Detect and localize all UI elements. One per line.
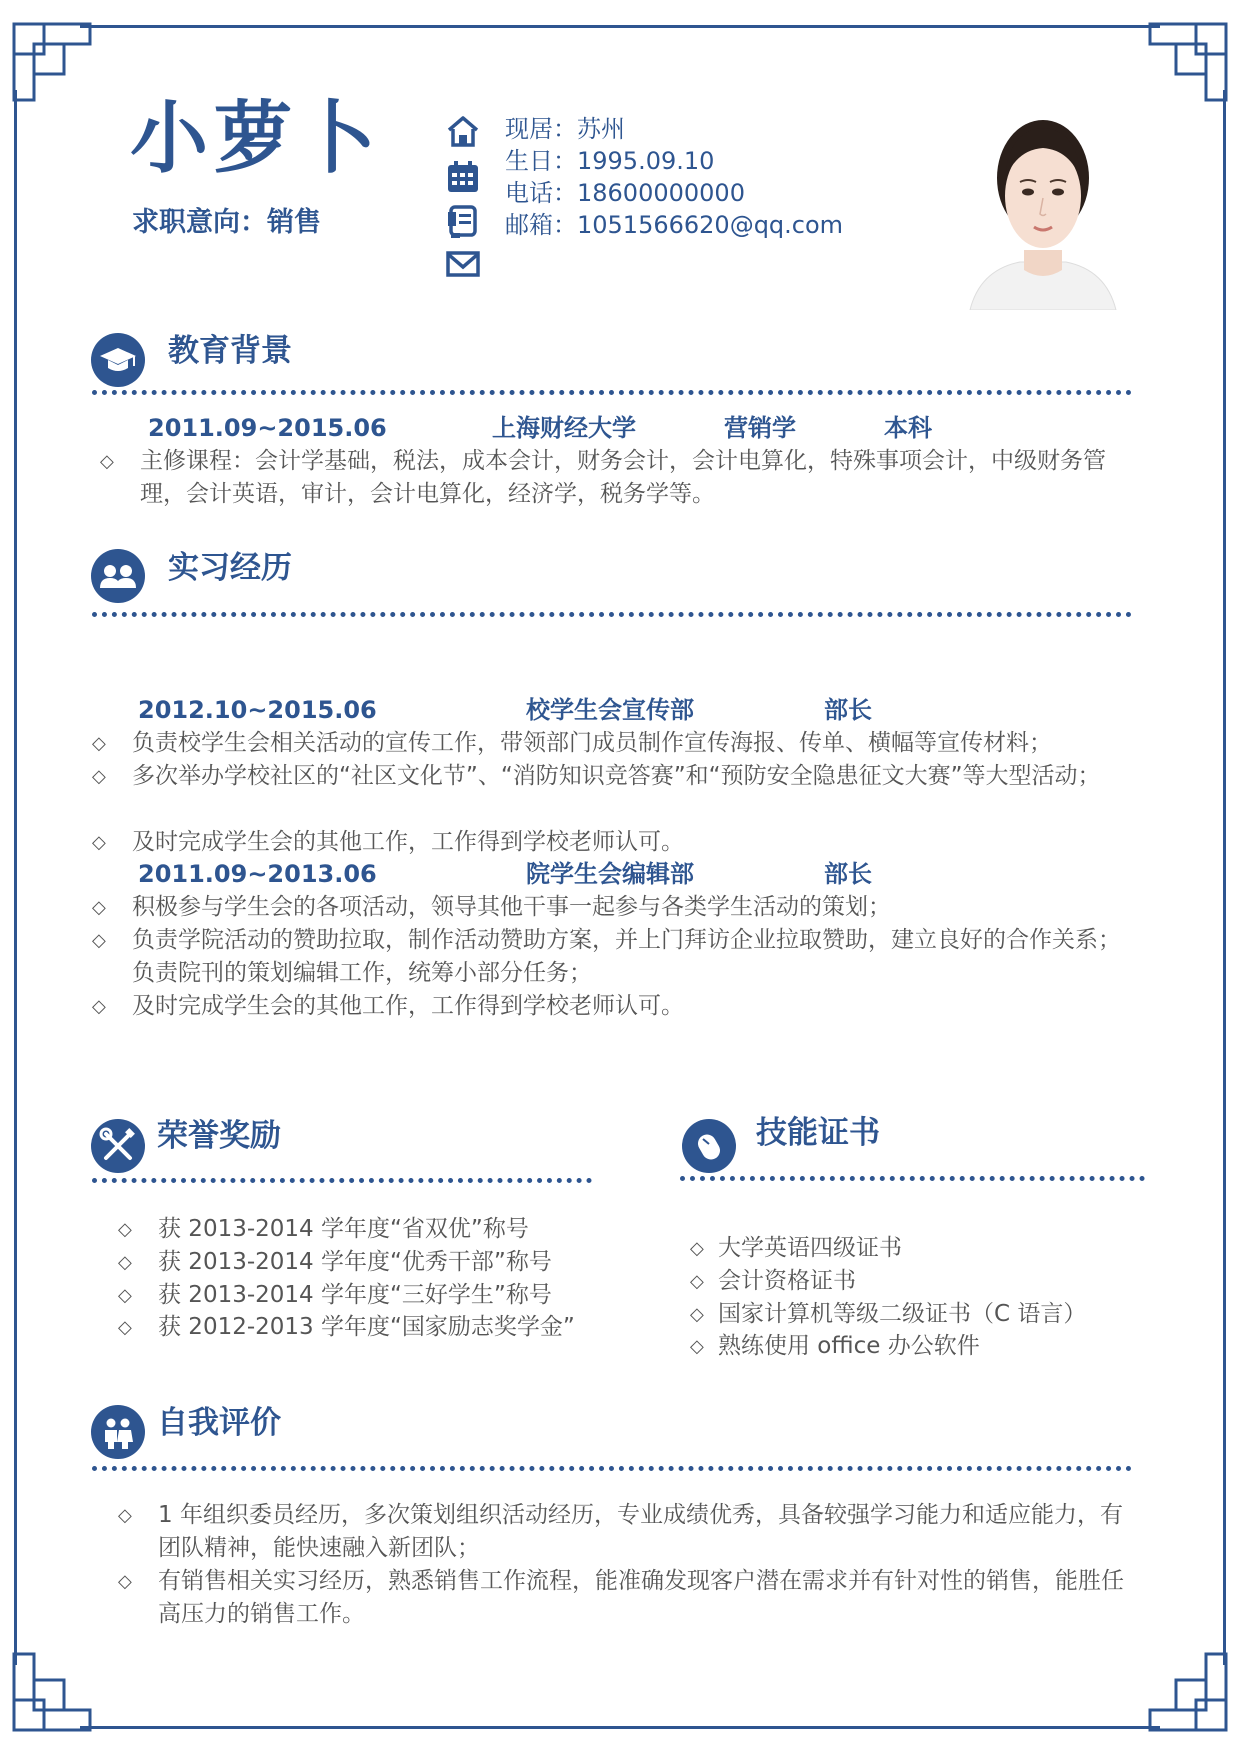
bullet-diamond-icon: ◇: [690, 1238, 704, 1259]
self-eval-divider: [92, 1466, 1132, 1471]
bullet-diamond-icon: ◇: [92, 996, 106, 1017]
list-item: ◇ 有销售相关实习经历，熟悉销售工作流程，能准确发现客户潜在需求并有针对性的销售，能胜任高压力的销售工作。: [118, 1565, 1138, 1631]
list-item: ◇ 获 2013-2014 学年度“省双优”称号: [118, 1213, 638, 1246]
bullet-diamond-icon: ◇: [118, 1252, 132, 1273]
education-major: 营销学: [724, 414, 796, 442]
tools-icon: [90, 1118, 146, 1174]
people-icon: [90, 548, 146, 604]
education-title: 教育背景: [168, 333, 292, 369]
bullet-diamond-icon: ◇: [118, 1285, 132, 1306]
list-item: ◇ 负责校学生会相关活动的宣传工作，带领部门成员制作宣传海报、传单、横幅等宣传材料；: [92, 727, 1142, 760]
bullet-diamond-icon: ◇: [100, 451, 114, 472]
list-item: ◇ 大学英语四级证书: [690, 1232, 1170, 1265]
calendar-icon: [445, 159, 481, 195]
mail-icon: [445, 246, 481, 282]
info-phone: 电话：18600000000: [505, 179, 745, 207]
job-org: 校学生会宣传部: [526, 696, 694, 724]
bullet-diamond-icon: ◇: [690, 1304, 704, 1325]
honors-divider: [92, 1178, 592, 1183]
corner-ornament-top-left: [12, 22, 92, 102]
honors-title: 荣誉奖励: [157, 1118, 281, 1154]
education-degree: 本科: [884, 414, 932, 442]
bullet-diamond-icon: ◇: [92, 930, 106, 951]
candidate-name: 小萝卜: [130, 94, 383, 184]
list-item: ◇ 熟练使用 office 办公软件: [690, 1330, 1170, 1363]
list-item: ◇ 及时完成学生会的其他工作，工作得到学校老师认可。: [92, 990, 1142, 1023]
corner-ornament-bottom-left: [12, 1652, 92, 1732]
bullet-diamond-icon: ◇: [92, 832, 106, 853]
list-item: ◇ 及时完成学生会的其他工作，工作得到学校老师认可。: [92, 826, 1142, 859]
bullet-diamond-icon: ◇: [92, 766, 106, 787]
bullet-diamond-icon: ◇: [690, 1271, 704, 1292]
education-courses: ◇ 主修课程：会计学基础，税法，成本会计，财务会计，会计电算化，特殊事项会计，中级财务管理，会计英语，审计，会计电算化，经济学，税务学等。: [100, 445, 1120, 511]
education-divider: [92, 390, 1132, 395]
job-role: 部长: [824, 860, 872, 888]
list-item: ◇ 获 2013-2014 学年度“优秀干部”称号: [118, 1246, 638, 1279]
bullet-diamond-icon: ◇: [92, 733, 106, 754]
phone-icon: [445, 204, 481, 240]
list-item: ◇ 获 2013-2014 学年度“三好学生”称号: [118, 1279, 638, 1312]
job-role: 部长: [824, 696, 872, 724]
corner-ornament-top-right: [1148, 22, 1228, 102]
list-item: ◇ 国家计算机等级二级证书（C 语言）: [690, 1298, 1170, 1331]
bullet-diamond-icon: ◇: [118, 1219, 132, 1240]
job-period: 2011.09~2013.06: [138, 860, 377, 888]
list-item: ◇ 积极参与学生会的各项活动，领导其他干事一起参与各类学生活动的策划；: [92, 891, 1142, 924]
list-item: ◇ 会计资格证书: [690, 1265, 1170, 1298]
job-org: 院学生会编辑部: [526, 860, 694, 888]
frame-bottom: [80, 1726, 1160, 1729]
skills-title: 技能证书: [756, 1115, 880, 1151]
graduation-cap-icon: [90, 332, 146, 388]
job-intent: 求职意向：销售: [132, 207, 321, 238]
frame-right: [1223, 90, 1226, 1665]
education-school: 上海财经大学: [492, 414, 636, 442]
bullet-diamond-icon: ◇: [118, 1317, 132, 1338]
internship-title: 实习经历: [168, 550, 292, 586]
bullet-diamond-icon: ◇: [118, 1505, 132, 1526]
list-item: ◇ 负责学院活动的赞助拉取，制作活动赞助方案，并上门拜访企业拉取赞助，建立良好的合作关系；负责院刊的策划编辑工作，统筹小部分任务；: [92, 924, 1142, 990]
bullet-diamond-icon: ◇: [92, 897, 106, 918]
frame-top: [80, 25, 1160, 28]
list-item: ◇ 获 2012-2013 学年度“国家励志奖学金”: [118, 1311, 638, 1344]
mouse-icon: [681, 1118, 737, 1174]
self-eval-title: 自我评价: [157, 1405, 281, 1441]
internship-divider: [92, 612, 1132, 617]
family-icon: [90, 1404, 146, 1460]
profile-photo: [950, 100, 1136, 310]
info-email: 邮箱：1051566620@qq.com: [505, 211, 844, 239]
list-item: ◇ 多次举办学校社区的“社区文化节”、“消防知识竞答赛”和“预防安全隐患征文大赛”等大型活动；: [92, 760, 1142, 793]
info-location: 现居：苏州: [505, 115, 625, 143]
frame-left: [14, 90, 17, 1665]
bullet-diamond-icon: ◇: [118, 1571, 132, 1592]
home-icon: [445, 113, 481, 149]
education-period: 2011.09~2015.06: [148, 414, 387, 442]
info-birthday: 生日：1995.09.10: [505, 147, 715, 175]
corner-ornament-bottom-right: [1148, 1652, 1228, 1732]
job-period: 2012.10~2015.06: [138, 696, 377, 724]
bullet-diamond-icon: ◇: [690, 1336, 704, 1357]
skills-divider: [680, 1176, 1145, 1181]
list-item: ◇ 1 年组织委员经历，多次策划组织活动经历，专业成绩优秀，具备较强学习能力和适应能力，有团队精神，能快速融入新团队；: [118, 1499, 1138, 1565]
